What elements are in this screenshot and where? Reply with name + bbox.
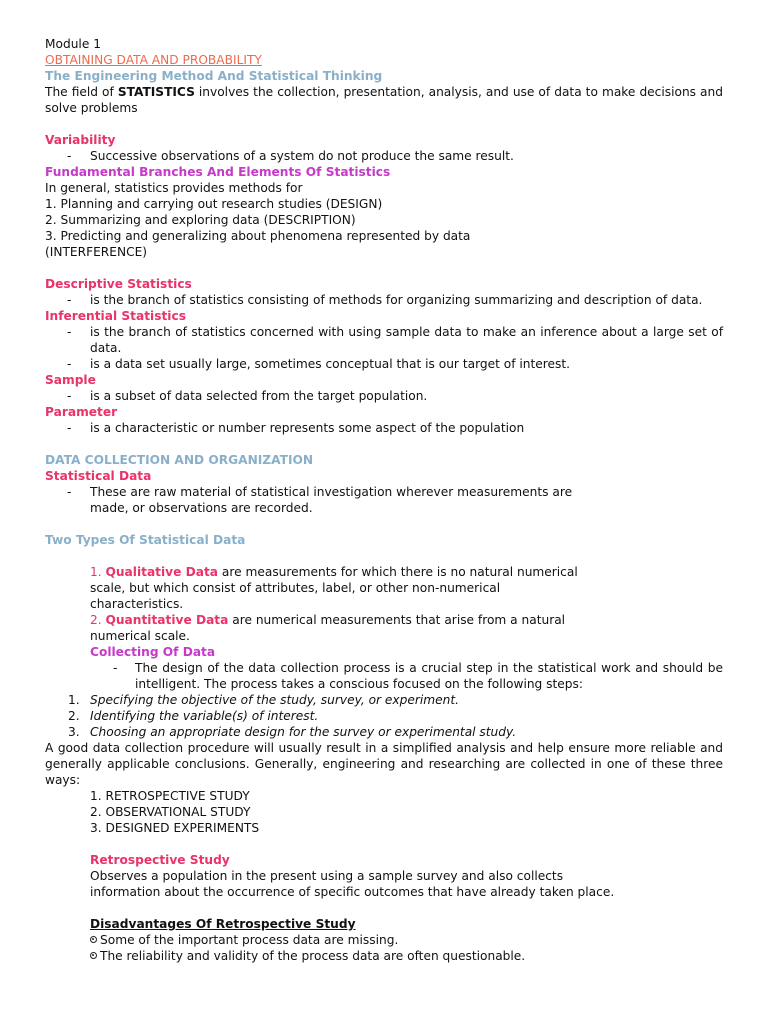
section-subtitle: The Engineering Method And Statistical Thinking [45,69,383,83]
bullet-icon [90,952,97,959]
step-number: 3. [68,725,80,739]
population-bullet: - is a data set usually large, sometimes conceptual that is our target of interest. [67,357,571,371]
intro-text: The field of [45,85,118,99]
step-item [45,692,723,708]
step-text: Specifying the objective of the study, survey, or experiment. [90,693,460,707]
qualitative-line: scale, but which consist of attributes, label, or other non-numerical [90,581,501,595]
statistical-data-bullet: - These are raw material of statistical investigation wherever measurements are [67,485,573,499]
document-title: OBTAINING DATA AND PROBABILITY [45,53,262,67]
variability-bullet: - Successive observations of a system do not produce the same result. [67,149,514,163]
disadvantages-heading: Disadvantages Of Retrospective Study [90,917,356,931]
step-text: Choosing an appropriate design for the survey or experimental study. [90,725,517,739]
way-item: 1. RETROSPECTIVE STUDY [90,789,250,803]
collecting-heading: Collecting Of Data [90,645,216,659]
descriptive-heading: Descriptive Statistics [45,277,192,291]
parameter-heading: Parameter [45,405,118,419]
step-number: 1. [68,693,80,707]
sample-bullet: - is a subset of data selected from the target population. [67,389,428,403]
bullet-text: The design of the data collection process is a crucial step in the statistical work and should be intelligent. The process takes a conscious focused on the following steps: [135,661,723,691]
qualitative-label: Qualitative Data [105,565,219,579]
intro-bold-term: STATISTICS [117,85,195,99]
inferential-heading: Inferential Statistics [45,309,186,323]
bullet-text: is a subset of data selected from the target population. [90,389,428,403]
step-number: 2. [68,709,80,723]
bullet-text: Successive observations of a system do not produce the same result. [90,149,514,163]
retrospective-text: information about the occurrence of specific outcomes that have already taken place. [90,885,615,899]
retrospective-text: Observes a population in the present using a sample survey and also collects [90,869,564,883]
list-number: 1. [90,565,106,579]
list-number: 2. [90,613,106,627]
qualitative-text: are measurements for which there is no natural numerical [218,565,578,579]
collecting-bullet: - The design of the data collection process is a crucial step in the statistical work and should be intelligent. The process takes a conscious focused on the following steps: [113,661,723,691]
retrospective-heading: Retrospective Study [90,853,230,867]
statistical-data-bullet-cont: made, or observations are recorded. [90,501,313,515]
fundamental-line: (INTERFERENCE) [45,245,148,259]
fundamental-heading: Fundamental Branches And Elements Of Statistics [45,165,391,179]
quantitative-line: numerical scale. [90,629,190,643]
quantitative-line [45,612,723,628]
variability-heading: Variability [45,133,116,147]
step-text: Identifying the variable(s) of interest. [90,709,319,723]
collection-paragraph: A good data collection procedure will usually result in a simplified analysis and help ensure more reliable and generally applicable conclusions. Generally, engineering and researching are collected in one of these three ways: [45,741,723,787]
bullet-text: is the branch of statistics consisting of methods for organizing summarizing and description of data. [90,293,703,307]
data-collection-heading: DATA COLLECTION AND ORGANIZATION [45,453,314,467]
parameter-bullet: - is a characteristic or number represents some aspect of the population [67,421,525,435]
fundamental-line: In general, statistics provides methods for [45,181,303,195]
step-item [45,708,723,724]
two-types-heading: Two Types Of Statistical Data [45,533,246,547]
statistical-data-heading: Statistical Data [45,469,152,483]
module-label: Module 1 [45,37,101,51]
step-item [45,724,723,740]
bullet-text: is the branch of statistics concerned with using sample data to make an inference about a large set of data. [90,325,723,355]
bullet-text: is a characteristic or number represents some aspect of the population [90,421,525,435]
quantitative-text: are numerical measurements that arise from a natural [228,613,566,627]
disadvantage-item [45,948,723,964]
disadvantage-item [45,932,723,948]
bullet-text: is a data set usually large, sometimes conceptual that is our target of interest. [90,357,571,371]
intro-text-rest: involves the collection, presentation, analysis, and use of data to make decisions and solve problems [45,85,723,115]
qualitative-line: characteristics. [90,597,184,611]
qualitative-line [45,564,723,580]
fundamental-line: 3. Predicting and generalizing about phenomena represented by data [45,229,471,243]
fundamental-line: 1. Planning and carrying out research studies (DESIGN) [45,197,383,211]
way-item: 3. DESIGNED EXPERIMENTS [90,821,260,835]
inferential-bullet: - is the branch of statistics concerned with using sample data to make an inference about a large set of data. [67,325,723,355]
fundamental-line: 2. Summarizing and exploring data (DESCRIPTION) [45,213,356,227]
document-page [45,36,723,964]
bullet-text: These are raw material of statistical investigation wherever measurements are [90,485,573,499]
intro-paragraph [45,84,723,116]
descriptive-bullet: - is the branch of statistics consisting of methods for organizing summarizing and description of data. [67,293,703,307]
disadvantage-text: Some of the important process data are missing. [100,933,399,947]
sample-heading: Sample [45,373,96,387]
quantitative-label: Quantitative Data [105,613,229,627]
way-item: 2. OBSERVATIONAL STUDY [90,805,251,819]
disadvantage-text: The reliability and validity of the process data are often questionable. [100,949,526,963]
bullet-icon [90,936,97,943]
